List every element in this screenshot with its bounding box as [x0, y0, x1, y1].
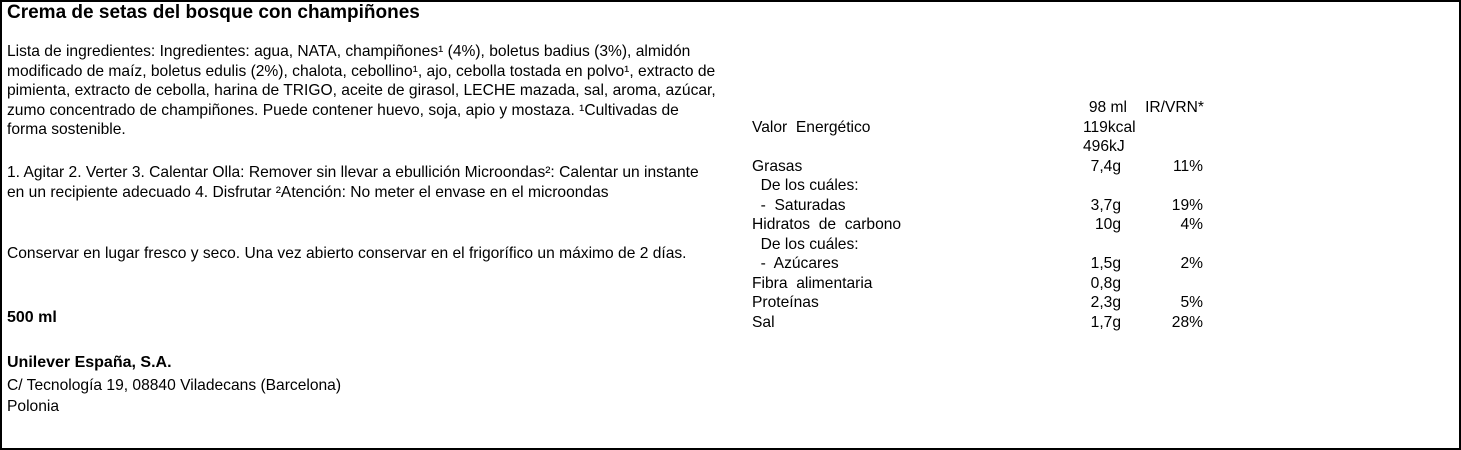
nutrition-row-amount: 119kcal	[1083, 118, 1136, 136]
nutrition-row-amount: 3,7g	[1090, 196, 1121, 214]
product-title: Crema de setas del bosque con champiñones	[7, 2, 420, 23]
nutrition-row-ri: 28%	[1171, 313, 1203, 331]
nutrition-header-ri: IR/VRN*	[1145, 99, 1204, 116]
nutrition-row-label: Fibra alimentaria	[752, 274, 873, 292]
storage-text: Conservar en lugar fresco y seco. Una vez abierto conservar en el frigorífico un máximo de 2 días.	[7, 245, 687, 262]
nutrition-row-ri: 11%	[1172, 157, 1203, 175]
company-address: C/ Tecnología 19, 08840 Viladecans (Barcelona)	[7, 377, 342, 394]
nutrition-row-amount: 496kJ	[1083, 138, 1125, 155]
nutrition-row-label: Valor Energético	[752, 118, 871, 136]
nutrition-row-label: Sal	[752, 313, 775, 331]
nutrition-row-ri: 2%	[1180, 255, 1203, 272]
nutrition-row-label: Proteínas	[752, 294, 819, 311]
nutrition-row-amount: 1,7g	[1090, 313, 1121, 331]
nutrition-row-amount: 1,5g	[1090, 255, 1121, 272]
instructions-text: 1. Agitar 2. Verter 3. Calentar Olla: Remover sin llevar a ebullición Microondas²: Calentar un instante en un recipiente adecuado 4. Disfrutar ²Atención: No meter el envase en el microondas	[7, 164, 699, 201]
nutrition-row-label: Grasas	[752, 157, 803, 175]
origin-country: Polonia	[7, 398, 60, 415]
nutrition-row-label: - Azúcares	[752, 255, 839, 272]
nutrition-row-amount: 7,4g	[1090, 157, 1121, 175]
volume-label: 500 ml	[7, 309, 57, 326]
nutrition-row-ri: 4%	[1180, 216, 1203, 233]
nutrition-row-label: Hidratos de carbono	[752, 216, 902, 233]
nutrition-row-label: - Saturadas	[752, 196, 846, 214]
nutrition-row-amount: 0,8g	[1090, 274, 1121, 292]
nutrition-row-ri: 5%	[1180, 294, 1203, 311]
ingredients-text: Lista de ingredientes: Ingredientes: agua, NATA, champiñones¹ (4%), boletus badius (3%), almidón modificado de maíz, boletus edulis (2%), chalota, cebollino¹, ajo, cebolla tostada en polvo¹, extracto de pimienta, extracto de cebolla, harina de TRIGO, aceite de girasol, LECHE mazada, sal, aroma, azúcar, zumo concentrado de champiñones. Puede contener huevo, soja, apio y mostaza. ¹Cultivadas de forma sostenible.	[7, 43, 716, 138]
nutrition-row-label: De los cuáles:	[752, 235, 859, 253]
nutrition-header-portion: 98 ml	[1088, 99, 1127, 116]
nutrition-row-label: De los cuáles:	[752, 177, 859, 194]
nutrition-row-ri: 19%	[1171, 196, 1203, 214]
company-name: Unilever España, S.A.	[7, 354, 172, 371]
nutrition-row-amount: 10g	[1094, 216, 1121, 233]
nutrition-row-amount: 2,3g	[1090, 294, 1121, 311]
